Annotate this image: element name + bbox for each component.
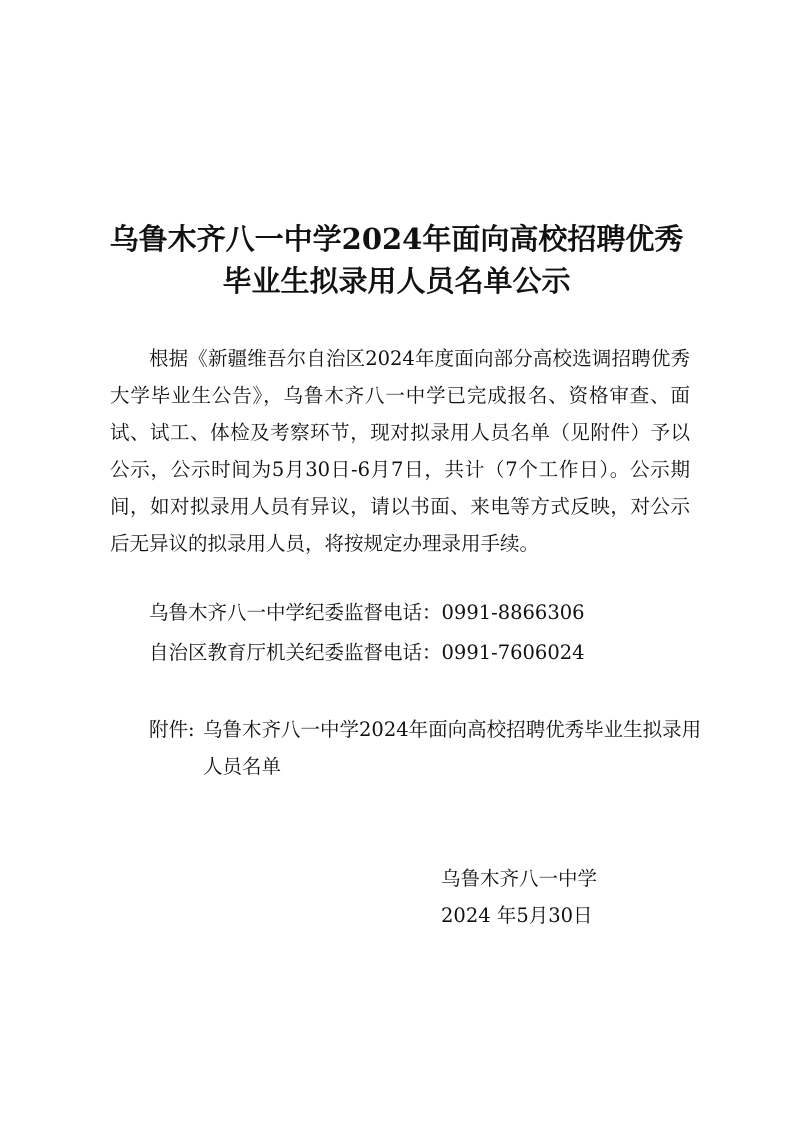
- document-title: [0, 218, 793, 302]
- signature-organization: 乌鲁木齐八一中学: [441, 867, 598, 890]
- signature-date: 2024 年5月30日: [441, 904, 593, 927]
- attachment-label: 附件:: [149, 718, 195, 741]
- title-line-1: 乌鲁木齐八一中学2024年面向高校招聘优秀: [109, 222, 684, 256]
- attachment-note: [149, 711, 709, 785]
- school-supervision-phone: 乌鲁木齐八一中学纪委监督电话：0991-8866306: [149, 601, 585, 624]
- attachment-text: 乌鲁木齐八一中学2024年面向高校招聘优秀毕业生拟录用人员名单: [203, 718, 702, 778]
- signature-block: [441, 860, 597, 934]
- education-dept-supervision-phone: 自治区教育厅机关纪委监督电话：0991-7606024: [149, 641, 585, 664]
- title-line-2: 毕业生拟录用人员名单公示: [222, 264, 571, 298]
- body-paragraph: 根据《新疆维吾尔自治区2024年度面向部分高校选调招聘优秀大学毕业生公告》，乌鲁木齐八一中学已完成报名、资格审查、面试、试工、体检及考察环节，现对拟录用人员名单（见附件）予以公示，公示时间为5月30日-6月7日，共计（7个工作日）。公示期间，如对拟录用人员有异议，请以书面、来电等方式反映，对公示后无异议的拟录用人员，将按规定办理录用手续。: [110, 347, 690, 555]
